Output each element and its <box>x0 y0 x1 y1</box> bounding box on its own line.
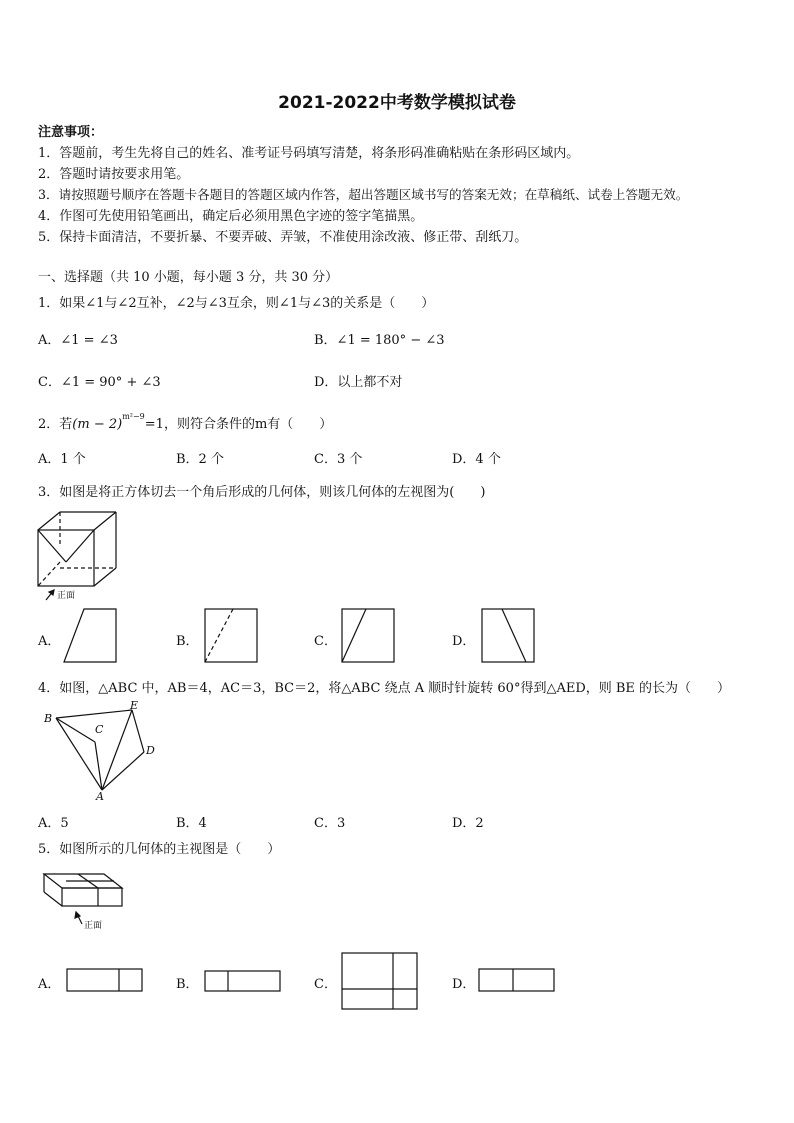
q1-option-c: C．∠1 = 90° + ∠3 <box>38 375 161 390</box>
notice-item-4: 4．作图可先使用铅笔画出，确定后必须用黑色字迹的签字笔描黑。 <box>38 209 424 224</box>
q2-stem-pre: 2．若 <box>38 417 73 432</box>
q2-option-b: B．2 个 <box>176 452 224 467</box>
q5-stem: 5．如图所示的几何体的主视图是（ ） <box>38 842 281 857</box>
q2-expression: (m − 2) <box>72 417 123 432</box>
q2-stem <box>38 413 332 432</box>
q4-label-e: E <box>130 699 139 712</box>
q3-option-d-label: D． <box>452 634 476 649</box>
q5-option-d-label: D． <box>452 977 476 992</box>
q1-stem: 1．如果∠1与∠2互补，∠2与∠3互余，则∠1与∠3的关系是（ ） <box>38 296 435 311</box>
q4-label-b: B <box>44 712 53 725</box>
q3-option-c-figure <box>340 608 398 664</box>
q4-label-c: C <box>95 723 104 736</box>
page-title: 2021-2022中考数学模拟试卷 <box>278 93 516 113</box>
q3-cube-figure <box>36 506 122 602</box>
notice-item-5: 5．保持卡面清洁，不要折暴、不要弄破、弄皱，不准使用涂改液、修正带、刮纸刀。 <box>38 230 528 245</box>
q4-option-a: A．5 <box>38 816 69 831</box>
q4-option-b: B．4 <box>176 816 207 831</box>
section-heading: 一、选择题（共 10 小题，每小题 3 分，共 30 分） <box>38 270 339 285</box>
notice-item-3: 3．请按照题号顺序在答题卡各题目的答题区域内作答，超出答题区域书写的答案无效；在草稿纸、试卷上答题无效。 <box>38 187 689 202</box>
q5-option-d-figure <box>478 968 556 994</box>
q4-option-c: C．3 <box>314 816 346 831</box>
notice-heading: 注意事项： <box>38 125 104 140</box>
q5-option-a-label: A． <box>38 977 61 992</box>
q1-option-a: A．∠1 = ∠3 <box>38 333 118 348</box>
q4-label-a: A <box>96 790 104 803</box>
q4-stem: 4．如图，△ABC 中，AB＝4，AC＝3，BC＝2，将△ABC 绕点 A 顺时针旋转 60°得到△AED，则 BE 的长为（ ） <box>38 681 731 696</box>
notice-item-1: 1．答题前，考生先将自己的姓名、准考证号码填写清楚，将条形码准确粘贴在条形码区域内。 <box>38 146 580 161</box>
q3-option-a-figure <box>62 608 120 664</box>
q4-label-d: D <box>146 744 155 757</box>
q5-solid-figure <box>42 864 128 934</box>
q3-option-c-label: C． <box>314 634 337 649</box>
q3-option-a-label: A． <box>38 634 61 649</box>
q4-option-d: D．2 <box>452 816 484 831</box>
q3-option-b-label: B． <box>176 634 199 649</box>
q5-option-a-figure <box>66 968 144 994</box>
q2-stem-post: =1，则符合条件的m有（ ） <box>144 417 333 432</box>
q1-option-b: B．∠1 = 180° − ∠3 <box>314 333 445 348</box>
q1-option-d: D．以上都不对 <box>314 375 403 390</box>
notice-item-2: 2．答题时请按要求用笔。 <box>38 167 190 182</box>
q3-option-d-figure <box>480 608 538 664</box>
q3-option-b-figure <box>203 608 261 664</box>
q2-exponent: m²−9 <box>122 411 145 421</box>
q4-rotation-figure <box>40 700 160 802</box>
q3-front-label: 正面 <box>57 591 76 601</box>
q5-option-b-figure <box>204 970 282 994</box>
q2-option-c: C．3 个 <box>314 452 363 467</box>
q3-stem: 3．如图是将正方体切去一个角后形成的几何体，则该几何体的左视图为( ) <box>38 485 486 500</box>
q2-option-a: A．1 个 <box>38 452 86 467</box>
q5-option-c-figure <box>341 952 419 1012</box>
q5-option-b-label: B． <box>176 977 199 992</box>
q2-option-d: D．4 个 <box>452 452 501 467</box>
q5-option-c-label: C． <box>314 977 337 992</box>
q5-front-label: 正面 <box>84 921 103 931</box>
